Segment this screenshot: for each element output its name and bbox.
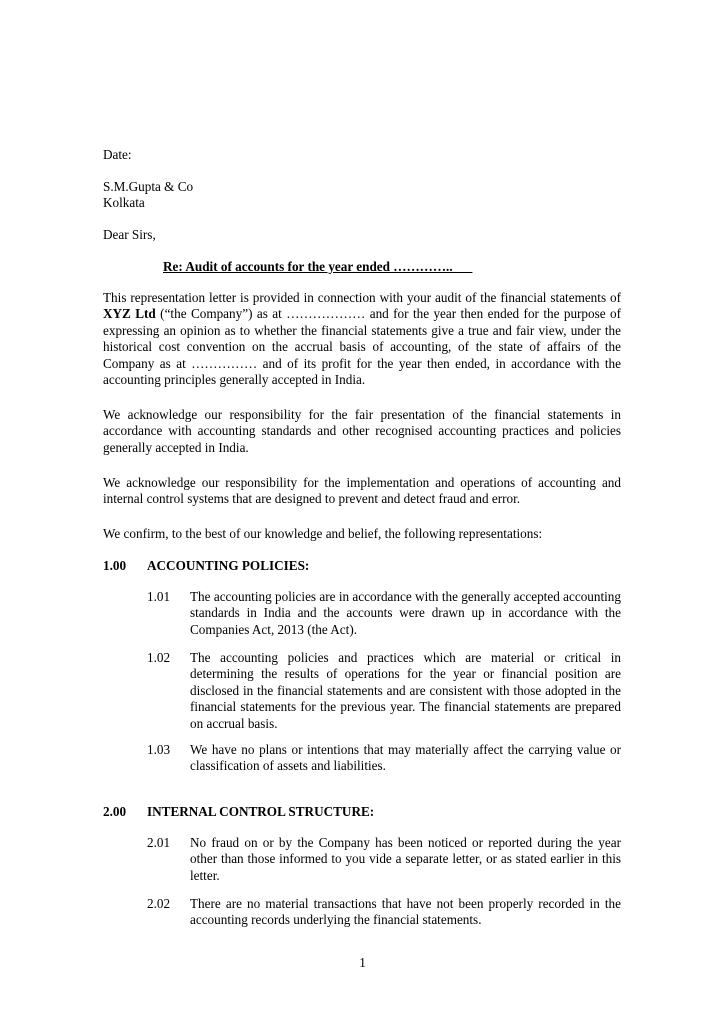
page-number: 1 <box>359 955 366 970</box>
intro-paragraph <box>103 290 621 388</box>
addressee-city: Kolkata <box>103 195 145 210</box>
item-text: There are no material transactions that have not been properly recorded in the accounting records underlying the financial statements. <box>190 896 621 928</box>
item-number: 1.02 <box>147 650 171 665</box>
item-number: 1.01 <box>147 589 171 604</box>
item-number: 1.03 <box>147 742 171 757</box>
paragraph-confirm: We confirm, to the best of our knowledge and belief, the following representations: <box>103 526 543 541</box>
paragraph-responsibility-controls: We acknowledge our responsibility for the implementation and operations of accounting and internal control systems that are designed to prevent and detect fraud and error. <box>103 475 621 507</box>
section-title: INTERNAL CONTROL STRUCTURE: <box>147 804 375 819</box>
intro-lead: This representation letter is provided in connection with your audit of the financial statements of <box>103 290 621 305</box>
salutation: Dear Sirs, <box>103 227 156 242</box>
item-number: 2.02 <box>147 896 171 911</box>
section-number: 2.00 <box>103 804 127 819</box>
subject-line: Re: Audit of accounts for the year ended ………….. <box>163 259 473 274</box>
item-text: No fraud on or by the Company has been noticed or reported during the year other than those informed to you vide a separate letter, or as stated earlier in this letter. <box>190 835 621 883</box>
section-number: 1.00 <box>103 558 127 573</box>
date-label: Date: <box>103 147 132 162</box>
item-number: 2.01 <box>147 835 171 850</box>
addressee-name: S.M.Gupta & Co <box>103 179 194 194</box>
company-name: XYZ Ltd <box>103 306 156 322</box>
item-text: The accounting policies and practices which are material or critical in determining the results of operations for the year or financial position are disclosed in the financial statements and are consistent with those adopted in the financial statements for the previous year. The financial statements are prepared on accrual basis. <box>190 650 621 731</box>
item-text: We have no plans or intentions that may materially affect the carrying value or classification of assets and liabilities. <box>190 742 621 774</box>
section-title: ACCOUNTING POLICIES: <box>147 558 310 573</box>
paragraph-responsibility-presentation: We acknowledge our responsibility for the fair presentation of the financial statements in accordance with accounting standards and other recognised accounting practices and policies generally accepted in India. <box>103 407 621 455</box>
intro-text: (“the Company”) as at ……………… and for the year then ended for the purpose of expressing an opinion as to whether the financial statements give a true and fair view, under the historical cost convention on the accrual basis of accounting, of the state of affairs of the Company as at …………… and of its profit for the year then ended, in accordance with the accounting principles generally accepted in India. <box>103 306 621 388</box>
item-text: The accounting policies are in accordance with the generally accepted accounting standards in India and the accounts were drawn up in accordance with the Companies Act, 2013 (the Act). <box>190 589 621 637</box>
